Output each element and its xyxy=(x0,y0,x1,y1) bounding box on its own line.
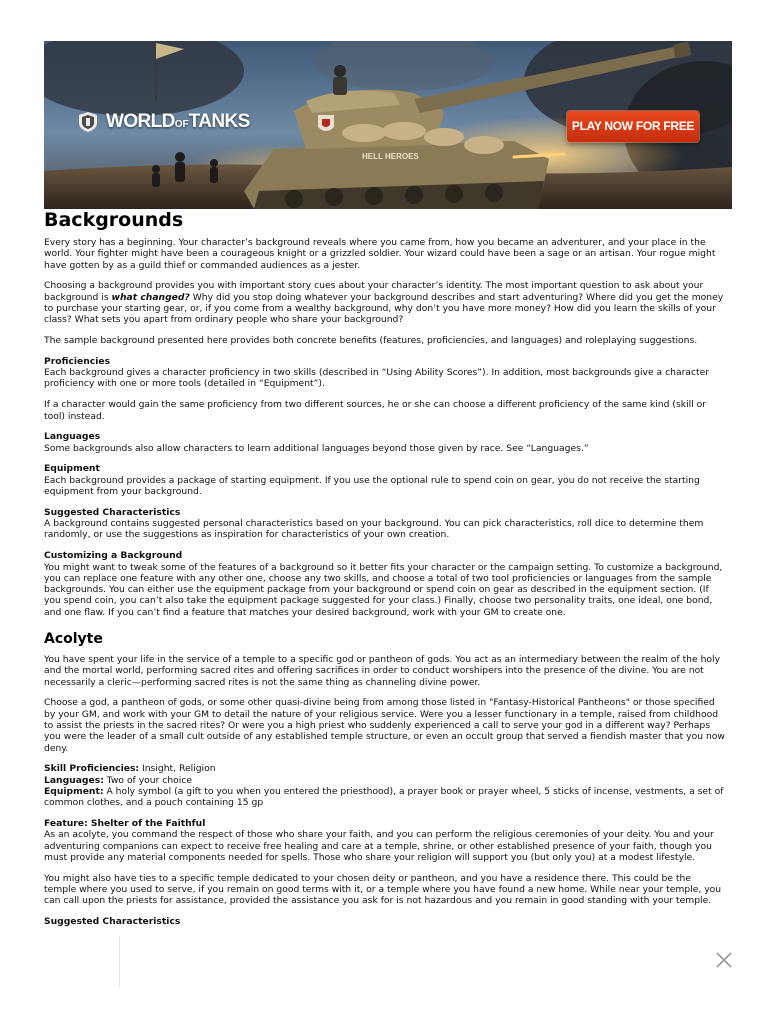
proficiencies-paragraph-2: If a character would gain the same proficiency from two different sources, he or she can choose a different proficiency of the same kind (skill or tool) instead. xyxy=(44,399,707,422)
acolyte-heading: Acolyte xyxy=(44,631,103,648)
equipment-heading: Equipment xyxy=(44,463,100,475)
close-icon[interactable] xyxy=(714,950,734,970)
document-body xyxy=(44,209,726,937)
customizing-heading: Customizing a Background xyxy=(44,550,183,562)
skill-proficiencies-line: Skill Proficiencies: Insight, Religion xyxy=(44,763,216,775)
world-of-tanks-logo xyxy=(78,111,250,133)
sample-paragraph: The sample background presented here provides both concrete benefits (features, proficiencies, and languages) and roleplaying suggestions. xyxy=(44,335,698,347)
suggested-characteristics-heading: Suggested Characteristics xyxy=(44,506,181,518)
choosing-paragraph: Choosing a background provides you with important story cues about your character’s identity. The most important question to ask about your background is what changed? Why did you stop doing whatever your background describes and start adventuring? Where did you get the money to purchase your starting gear, or, if you come from a wealthy background, why don’t you have more money? How did you learn the skills of your class? What sets you apart from ordinary people who share your background? xyxy=(44,280,724,326)
customizing-section: Customizing a Background You might want to tweak some of the features of a background so it better fits your character or the campaign setting. To customize a background, you can replace one feature with any other one, choose any two skills, and choose a total of two tool proficiencies or languages from the sample backgrounds. You can either use the equipment package from your background or spend coin on gear as described in the equipment section. (If you spend coin, you can’t also take the equipment package suggested for your class.) Finally, choose two personality traits, one ideal, one bond, and one flaw. If you can’t find a feature that matches your desired background, work with your GM to create one. xyxy=(44,550,726,618)
proficiencies-section: Proficiencies Each background gives a character proficiency in two skills (described in “Using Ability Scores”). In addition, most backgrounds give a character proficiency with one or more tools (detailed in “Equipment”). xyxy=(44,356,726,390)
feature-section: Feature: Shelter of the Faithful As an acolyte, you command the respect of those who share your faith, and you can perform the religious ceremonies of your deity. You and your adventuring companions can expect to receive free healing and care at a temple, shrine, or other established presence of your faith, though you must provide any material components needed for spells. Those who share your religion will support you (but only you) at a modest lifestyle. xyxy=(44,818,726,863)
suggested-characteristics-section: Suggested Characteristics A background contains suggested personal characteristics based on your background. You can pick characteristics, roll dice to determine them randomly, or use the suggestions as inspiration for characteristics of your own creation. xyxy=(44,507,726,541)
tank-marking: HELL HEROES xyxy=(362,152,419,161)
acolyte-paragraph-1: You have spent your life in the service of a temple to a specific god or pantheon of gods. You act as an intermediary between the realm of the holy and the mortal world, performing sacred rites and offering sacrifices in order to conduct worshipers into the presence of the divine. You are not necessarily a cleric—performing sacred rites is not the same thing as channeling divine power. xyxy=(44,654,721,688)
overlay-divider xyxy=(119,936,120,988)
feature-paragraph-2: You might also have ties to a specific temple dedicated to your chosen deity or pantheon, and you have a residence there. This could be the temple where you used to serve, if you remain on good terms with it, or a temple where you have found a new home. While near your temple, you can call upon the priests for assistance, provided the assistance you ask for is not hazardous and you remain in good standing with your temple. xyxy=(44,872,722,907)
proficiencies-heading: Proficiencies xyxy=(44,355,111,367)
languages-section: Languages Some backgrounds also allow characters to learn additional languages beyond those given by race. See “Languages.” xyxy=(44,431,726,454)
languages-line: Languages: Two of your choice xyxy=(44,774,193,786)
equipment-section: Equipment Each background provides a package of starting equipment. If you use the optional rule to spend coin on gear, you do not receive the starting equipment from your background. xyxy=(44,463,726,497)
ad-banner[interactable] xyxy=(44,41,732,209)
languages-heading: Languages xyxy=(44,431,101,443)
acolyte-paragraph-2: Choose a god, a pantheon of gods, or some other quasi-divine being from among those listed in "Fantasy-Historical Pantheons" or those specified by your GM, and work with your GM to detail the nature of your religious service. Were you a lesser functionary in a temple, raised from childhood to assist the priests in the sacred rites? Or were you a high priest who suddenly experienced a call to serve your god in a different way? Perhaps you were the leader of a small cult outside of any established temple structure, or even an occult group that served a fiendish master that you now deny. xyxy=(44,697,725,754)
play-now-button[interactable]: PLAY NOW FOR FREE xyxy=(567,111,699,142)
acolyte-suggested-heading: Suggested Characteristics xyxy=(44,916,181,928)
equipment-line: Equipment: A holy symbol (a gift to you when you entered the priesthood), a prayer book or prayer wheel, 5 sticks of incense, vestments, a set of common clothes, and a pouch containing 15 gp xyxy=(44,785,724,809)
feature-heading: Feature: Shelter of the Faithful xyxy=(44,818,206,830)
intro-paragraph: Every story has a beginning. Your character’s background reveals where you came from, how you became an adventurer, and your place in the world. Your fighter might have been a courageous knight or a grizzled soldier. Your wizard could have been a sage or an artisan. Your rogue might have gotten by as a guild thief or commanded audiences as a jester. xyxy=(44,237,716,271)
brand-name: WORLDOFTANKS xyxy=(106,111,250,132)
page-title: Backgrounds xyxy=(44,209,184,231)
tank-emblem-icon xyxy=(78,111,98,133)
